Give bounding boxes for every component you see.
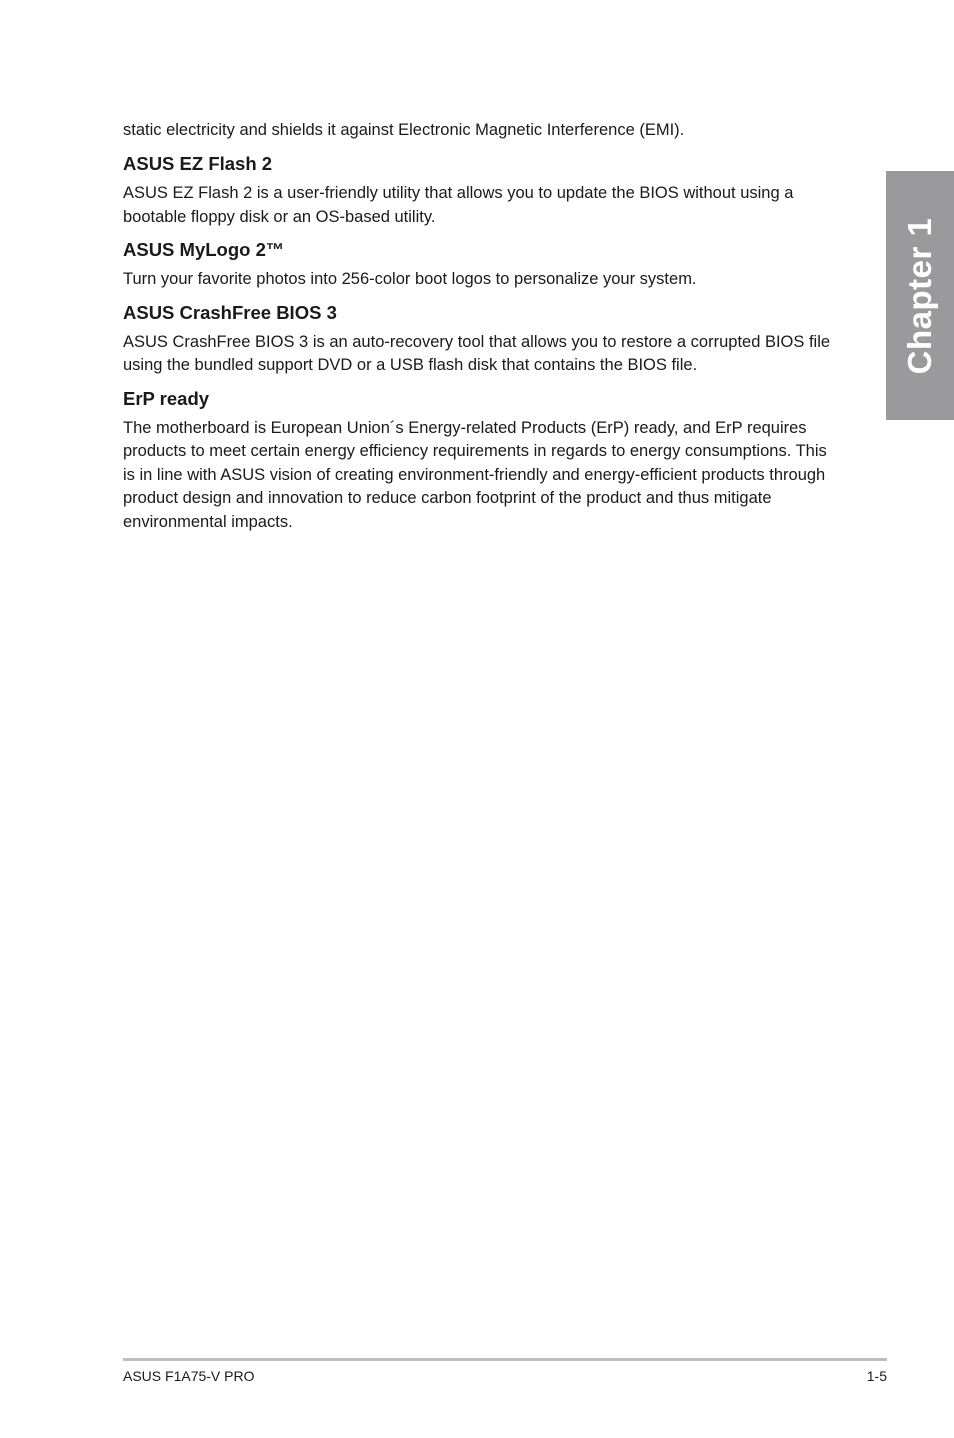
section-body: ASUS CrashFree BIOS 3 is an auto-recovery tool that allows you to restore a corrupted BIOS file using the bundled support DVD or a USB flash disk that contains the BIOS file. [123, 332, 831, 374]
page-content [123, 119, 843, 543]
section-crashfree-bios [123, 301, 843, 378]
section-heading: ASUS EZ Flash 2 [123, 153, 273, 174]
section-heading: ErP ready [123, 387, 210, 409]
section-heading: ASUS MyLogo 2™ [123, 239, 285, 260]
section-heading: ASUS CrashFree BIOS 3 [123, 301, 337, 323]
section-mylogo [123, 238, 843, 292]
section-body: Turn your favorite photos into 256-color boot logos to personalize your system. [123, 270, 697, 288]
footer-product-name: ASUS F1A75-V PRO [123, 1368, 255, 1384]
section-body: The motherboard is European Union´s Energy-related Products (ErP) ready, and ErP requires products to meet certain energy efficiency requirements in regards to energy consumptions. This is in line with ASUS vision of creating environment-friendly and energy-efficient products through product design and innovation to reduce carbon footprint of the product and thus mitigate environmental impacts. [123, 418, 827, 531]
chapter-tab-label: Chapter 1 [901, 217, 938, 374]
section-ez-flash [123, 152, 843, 229]
section-erp-ready [123, 387, 843, 535]
footer-divider [123, 1358, 887, 1361]
footer-page-number: 1-5 [866, 1368, 887, 1384]
intro-paragraph: static electricity and shields it against Electronic Magnetic Interference (EMI). [123, 121, 685, 139]
chapter-tab [886, 171, 954, 420]
section-body: ASUS EZ Flash 2 is a user-friendly utility that allows you to update the BIOS without using a bootable floppy disk or an OS-based utility. [123, 184, 794, 226]
